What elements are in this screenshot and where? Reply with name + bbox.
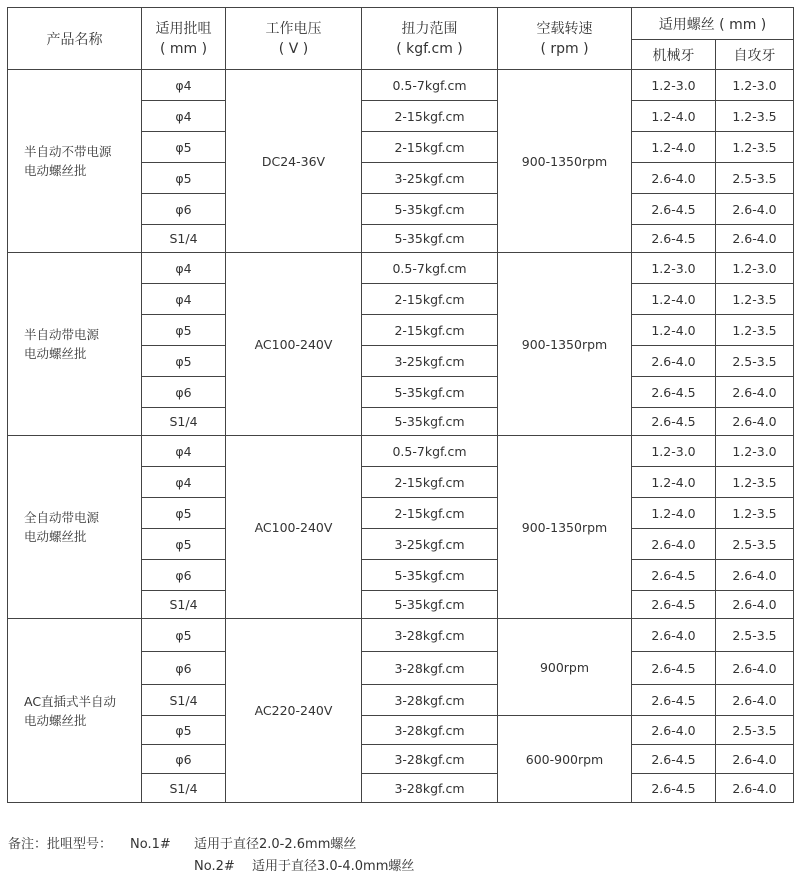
bit-cell: φ5 <box>142 163 226 194</box>
speed-cell: 600-900rpm <box>498 716 632 803</box>
screw-self-cell: 1.2-3.5 <box>716 315 794 346</box>
screw-self-cell: 2.6-4.0 <box>716 225 794 253</box>
screw-self-cell: 1.2-3.5 <box>716 101 794 132</box>
screw-machine-cell: 1.2-4.0 <box>632 498 716 529</box>
torque-cell: 3-28kgf.cm <box>362 685 498 716</box>
screw-machine-cell: 2.6-4.5 <box>632 408 716 436</box>
voltage-cell: AC100-240V <box>226 253 362 436</box>
torque-cell: 5-35kgf.cm <box>362 408 498 436</box>
torque-cell: 0.5-7kgf.cm <box>362 253 498 284</box>
product-name-line: 半自动不带电源 <box>24 144 112 159</box>
product-name-line: 半自动带电源 <box>24 327 100 342</box>
speed-cell: 900-1350rpm <box>498 436 632 619</box>
screw-self-cell: 2.5-3.5 <box>716 346 794 377</box>
screw-machine-cell: 1.2-4.0 <box>632 101 716 132</box>
torque-cell: 5-35kgf.cm <box>362 225 498 253</box>
product-name-cell <box>8 436 142 619</box>
screw-machine-cell: 2.6-4.0 <box>632 346 716 377</box>
screw-machine-cell: 1.2-3.0 <box>632 436 716 467</box>
screw-machine-cell: 2.6-4.5 <box>632 225 716 253</box>
torque-cell: 3-28kgf.cm <box>362 619 498 652</box>
screw-self-cell: 2.6-4.0 <box>716 560 794 591</box>
torque-cell: 3-25kgf.cm <box>362 346 498 377</box>
screw-self-cell: 2.6-4.0 <box>716 745 794 774</box>
product-name-line: 电动螺丝批 <box>24 529 87 544</box>
product-name-line: 电动螺丝批 <box>24 346 87 361</box>
screw-machine-cell: 2.6-4.5 <box>632 194 716 225</box>
torque-cell: 2-15kgf.cm <box>362 315 498 346</box>
header-screw: 适用螺丝 ( mm ) <box>632 8 794 40</box>
bit-cell: φ6 <box>142 377 226 408</box>
screw-self-cell: 2.5-3.5 <box>716 163 794 194</box>
note-code: No.1# <box>130 837 171 852</box>
bit-cell: S1/4 <box>142 225 226 253</box>
screw-self-cell: 2.5-3.5 <box>716 716 794 745</box>
screw-machine-cell: 1.2-4.0 <box>632 467 716 498</box>
bit-cell: φ5 <box>142 498 226 529</box>
header-speed: 空载转速 ( rpm ) <box>498 8 632 70</box>
torque-cell: 5-35kgf.cm <box>362 591 498 619</box>
notes <box>8 834 414 878</box>
torque-cell: 3-25kgf.cm <box>362 529 498 560</box>
spec-table-body <box>8 70 794 803</box>
screw-self-cell: 1.2-3.5 <box>716 284 794 315</box>
torque-cell: 3-28kgf.cm <box>362 716 498 745</box>
screw-self-cell: 1.2-3.0 <box>716 436 794 467</box>
product-name-cell <box>8 253 142 436</box>
header-bit: 适用批咀 ( mm ) <box>142 8 226 70</box>
bit-cell: φ4 <box>142 467 226 498</box>
screw-machine-cell: 1.2-4.0 <box>632 284 716 315</box>
screw-self-cell: 1.2-3.5 <box>716 498 794 529</box>
screw-self-cell: 2.6-4.0 <box>716 774 794 803</box>
screw-self-cell: 1.2-3.0 <box>716 70 794 101</box>
screw-machine-cell: 2.6-4.0 <box>632 163 716 194</box>
screw-machine-cell: 1.2-4.0 <box>632 132 716 163</box>
bit-cell: φ4 <box>142 70 226 101</box>
bit-cell: φ5 <box>142 716 226 745</box>
note-code: No.2# <box>194 859 235 874</box>
bit-cell: φ6 <box>142 745 226 774</box>
bit-cell: φ5 <box>142 132 226 163</box>
screw-self-cell: 2.6-4.0 <box>716 377 794 408</box>
note-text: 适用于直径2.0-2.6mm螺丝 <box>194 837 357 852</box>
bit-cell: φ5 <box>142 346 226 377</box>
screw-self-cell: 2.6-4.0 <box>716 652 794 685</box>
header-product-name: 产品名称 <box>8 8 142 70</box>
screw-machine-cell: 2.6-4.5 <box>632 591 716 619</box>
bit-cell: φ5 <box>142 529 226 560</box>
product-name-cell <box>8 70 142 253</box>
torque-cell: 3-28kgf.cm <box>362 652 498 685</box>
header-voltage: 工作电压 ( V ) <box>226 8 362 70</box>
spec-table <box>7 7 794 803</box>
torque-cell: 5-35kgf.cm <box>362 377 498 408</box>
voltage-cell: AC220-240V <box>226 619 362 803</box>
product-name-line: AC直插式半自动 <box>24 693 117 709</box>
bit-cell: φ6 <box>142 652 226 685</box>
bit-cell: φ5 <box>142 619 226 652</box>
bit-cell: φ4 <box>142 436 226 467</box>
screw-self-cell: 2.6-4.0 <box>716 591 794 619</box>
screw-self-cell: 1.2-3.5 <box>716 467 794 498</box>
screw-machine-cell: 2.6-4.0 <box>632 529 716 560</box>
screw-machine-cell: 2.6-4.5 <box>632 377 716 408</box>
screw-self-cell: 2.6-4.0 <box>716 408 794 436</box>
torque-cell: 2-15kgf.cm <box>362 284 498 315</box>
torque-cell: 3-25kgf.cm <box>362 163 498 194</box>
voltage-cell: DC24-36V <box>226 70 362 253</box>
torque-cell: 0.5-7kgf.cm <box>362 70 498 101</box>
table-row <box>8 253 794 284</box>
torque-cell: 3-28kgf.cm <box>362 774 498 803</box>
voltage-cell: AC100-240V <box>226 436 362 619</box>
bit-cell: φ6 <box>142 194 226 225</box>
bit-cell: φ5 <box>142 315 226 346</box>
note-text: 适用于直径3.0-4.0mm螺丝 <box>252 859 415 874</box>
note-row-1 <box>8 834 414 856</box>
screw-machine-cell: 2.6-4.5 <box>632 652 716 685</box>
bit-cell: S1/4 <box>142 774 226 803</box>
screw-self-cell: 2.5-3.5 <box>716 529 794 560</box>
product-name-cell <box>8 619 142 803</box>
torque-cell: 2-15kgf.cm <box>362 132 498 163</box>
torque-cell: 3-28kgf.cm <box>362 745 498 774</box>
screw-machine-cell: 2.6-4.5 <box>632 560 716 591</box>
torque-cell: 2-15kgf.cm <box>362 467 498 498</box>
product-name-line: 电动螺丝批 <box>24 712 87 728</box>
header-screw-self: 自攻牙 <box>716 40 794 70</box>
screw-machine-cell: 2.6-4.5 <box>632 685 716 716</box>
table-row <box>8 436 794 467</box>
torque-cell: 5-35kgf.cm <box>362 560 498 591</box>
speed-cell: 900-1350rpm <box>498 253 632 436</box>
screw-machine-cell: 2.6-4.5 <box>632 745 716 774</box>
torque-cell: 2-15kgf.cm <box>362 498 498 529</box>
torque-cell: 2-15kgf.cm <box>362 101 498 132</box>
table-row <box>8 619 794 652</box>
screw-machine-cell: 2.6-4.5 <box>632 774 716 803</box>
screw-machine-cell: 2.6-4.0 <box>632 716 716 745</box>
header-torque: 扭力范围 ( kgf.cm ) <box>362 8 498 70</box>
product-name-line: 全自动带电源 <box>24 510 100 525</box>
screw-self-cell: 1.2-3.5 <box>716 132 794 163</box>
header-screw-machine: 机械牙 <box>632 40 716 70</box>
note-row-2 <box>8 856 414 878</box>
bit-cell: φ4 <box>142 253 226 284</box>
screw-machine-cell: 2.6-4.0 <box>632 619 716 652</box>
torque-cell: 0.5-7kgf.cm <box>362 436 498 467</box>
torque-cell: 5-35kgf.cm <box>362 194 498 225</box>
product-name-line: 电动螺丝批 <box>24 163 87 178</box>
bit-cell: φ4 <box>142 101 226 132</box>
bit-cell: φ4 <box>142 284 226 315</box>
bit-cell: S1/4 <box>142 685 226 716</box>
screw-machine-cell: 1.2-3.0 <box>632 70 716 101</box>
bit-cell: S1/4 <box>142 591 226 619</box>
bit-cell: φ6 <box>142 560 226 591</box>
speed-cell: 900rpm <box>498 619 632 716</box>
screw-machine-cell: 1.2-4.0 <box>632 315 716 346</box>
notes-label: 备注：批咀型号： <box>8 837 113 852</box>
bit-cell: S1/4 <box>142 408 226 436</box>
speed-cell: 900-1350rpm <box>498 70 632 253</box>
table-row <box>8 70 794 101</box>
screw-self-cell: 2.5-3.5 <box>716 619 794 652</box>
screw-machine-cell: 1.2-3.0 <box>632 253 716 284</box>
screw-self-cell: 2.6-4.0 <box>716 685 794 716</box>
screw-self-cell: 2.6-4.0 <box>716 194 794 225</box>
screw-self-cell: 1.2-3.0 <box>716 253 794 284</box>
